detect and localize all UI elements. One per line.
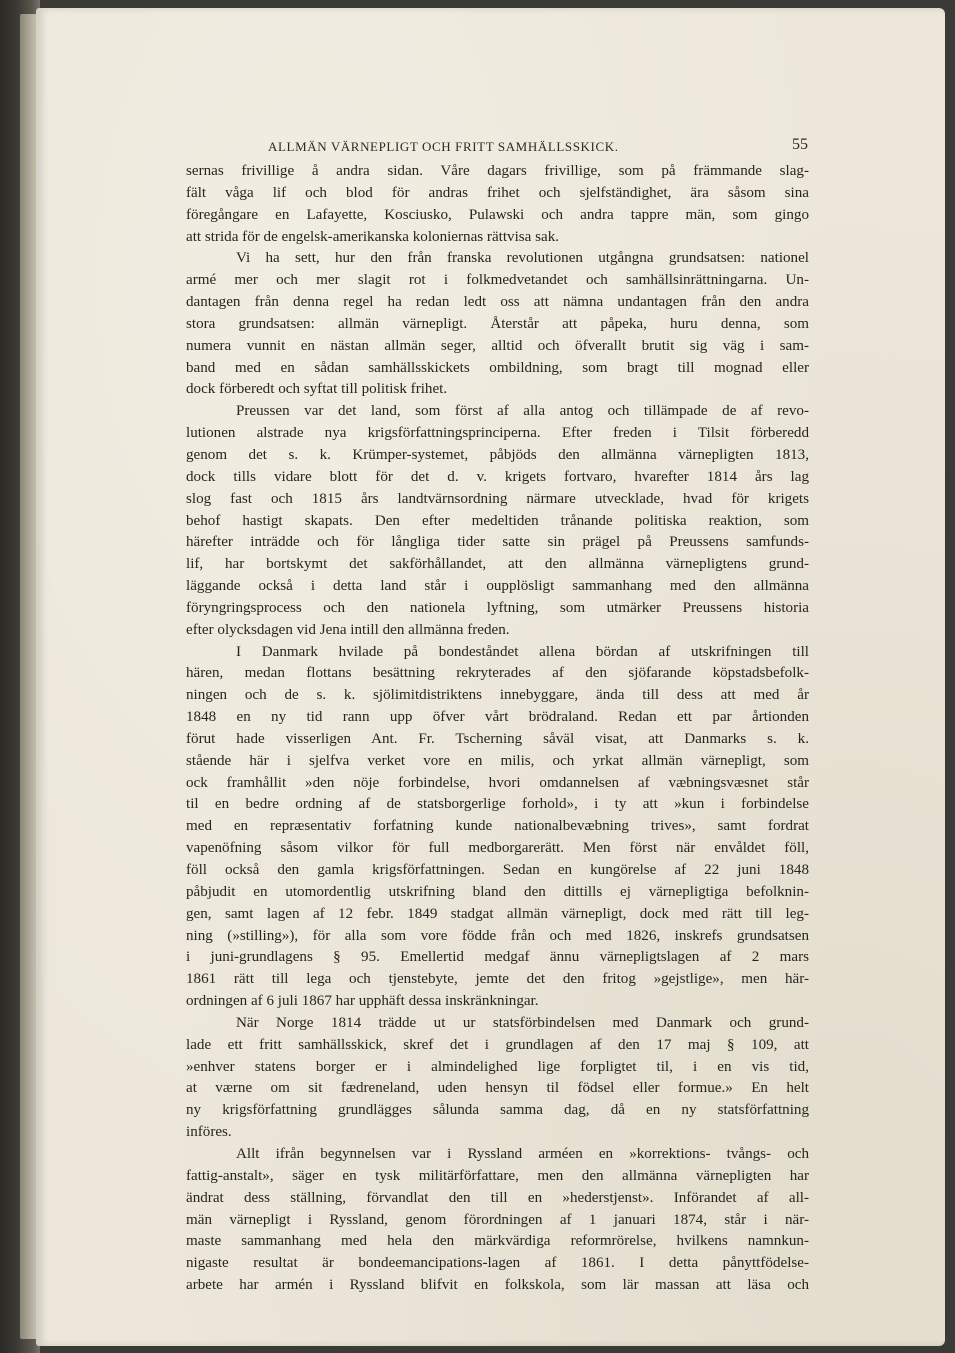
text-line: til en bedre ordning af de statsborgerlige forhold», i ty att »kun i forbindelse xyxy=(186,796,809,813)
text-line: band med en sådan samhällsskickets ombildning, som bragt till mognad eller xyxy=(186,359,809,376)
text-line: nigaste resultat är bondeemancipations-lagen af 1861. I detta pånyttfödelse- xyxy=(186,1255,809,1272)
text-line: »enhver statens borger er i almindelighed lige forpligtet til, i en vis tid, xyxy=(186,1058,809,1075)
running-head: ALLMÄN VÄRNEPLIGT OCH FRITT SAMHÄLLSSKICK. xyxy=(268,139,619,154)
text-line: föll också den gamla krigsförfattningen. Sedan en kungörelse af 22 juni 1848 xyxy=(186,862,809,878)
text-line: ändrat dess ställning, förvandlat den till en »hederstjenst». Införandet af all- xyxy=(186,1189,809,1206)
text-line: införes. xyxy=(186,1124,232,1141)
text-line: lif, har bortskymt det sakförhållandet, att den allmänna värnepligtens grund- xyxy=(186,556,809,573)
book-page xyxy=(36,8,945,1346)
text-line: behof hastigt skapats. Den efter medeltiden trånande politiska reaktion, som xyxy=(186,512,809,529)
text-line: ningen och de s. k. sjölimitdistriktens innebyggare, ända till dess att med år xyxy=(186,687,809,704)
text-line: 1861 rätt till lega och tjenstebyte, jemte det den fritog »gejstlige», men här- xyxy=(186,971,809,988)
text-line: gen, samt lagen af 12 febr. 1849 stadgat allmän värnepligt, dock med rätt till leg- xyxy=(186,905,809,922)
page-number: 55 xyxy=(792,136,808,153)
text-line: sernas frivillige å andra sidan. Våre dagars frivillige, som på främmande slag- xyxy=(186,163,809,179)
text-line: at værne om sit fædreneland, uden hensyn til födsel eller formue.» En helt xyxy=(186,1080,809,1097)
text-line: Vi ha sett, hur den från franska revolutionen utgångna grundsatsen: nationel xyxy=(236,250,809,267)
body-text xyxy=(186,161,809,1297)
text-line: genom det s. k. Krümper-systemet, påbjöds den allmänna värnepligten 1813, xyxy=(186,446,809,463)
text-line: föregångare en Lafayette, Kosciusko, Pulawski och andra tappre män, som gingo xyxy=(186,206,809,223)
text-line: ny krigsförfattning grundlägges sålunda samma dag, då en ny statsförfattning xyxy=(186,1102,809,1119)
text-line: att strida för de engelsk-amerikanska koloniernas rättvisa sak. xyxy=(186,228,560,245)
text-line: maste sammanhang med hela den märkvärdiga reformrörelse, hvilkens namnkun- xyxy=(186,1233,809,1250)
text-line: efter olycksdagen vid Jena intill den allmänna freden. xyxy=(186,621,510,638)
text-line: arbete har armén i Ryssland blifvit en folkskola, som lär massan att läsa och xyxy=(186,1277,809,1294)
text-line: dock förberedt och syftat till politisk frihet. xyxy=(186,381,448,398)
text-line: 1848 en ny tid rann upp öfver vårt brödraland. Redan ett par årtionden xyxy=(186,709,809,726)
text-line: påbjudit en utomordentlig utskrifning bland den dittills ej värnepligtiga befolknin- xyxy=(186,883,809,900)
text-line: ning (»stilling»), för alla som vore födde från och med 1826, inskrefs grundsatsen xyxy=(186,927,809,944)
text-line: ordningen af 6 juli 1867 har upphäft dessa inskränkningar. xyxy=(186,993,539,1010)
text-line: stora grundsatsen: allmän värnepligt. Återstår att påpeka, huru denna, som xyxy=(186,315,809,332)
text-line: dock tills vidare blott för det d. v. krigets fortvaro, hvarefter 1814 års lag xyxy=(186,468,809,485)
text-line: män värnepligt i Ryssland, genom förordningen af 1 januari 1874, står i när- xyxy=(186,1211,809,1228)
text-line: Preussen var det land, som först af alla antog och tillämpade de af revo- xyxy=(236,403,809,420)
text-line: lade ett fritt samhällsskick, skref det i grundlagen af den 17 maj § 109, att xyxy=(186,1036,809,1053)
text-line: vapenöfning såsom vilkor för full medborgarerätt. Men först när envåldet föll, xyxy=(186,840,809,857)
text-line: med en repræsentativ forfatning kunde nationalbevæbning trives», samt fordrat xyxy=(186,818,809,835)
text-line: När Norge 1814 trädde ut ur statsförbindelsen med Danmark och grund- xyxy=(236,1014,809,1031)
text-line: lutionen alstrade nya krigsförfattningsprinciperna. Efter freden i Tilsit förberedd xyxy=(186,425,809,442)
text-line: förut hade visserligen Ant. Fr. Tscherning såväl visat, att Danmarks s. k. xyxy=(186,730,809,747)
text-line: I Danmark hvilade på bondeståndet allena bördan af utskrifningen till xyxy=(236,643,809,660)
text-line: föryngringsprocess och den nationela lyftning, som utmärker Preussens historia xyxy=(186,599,809,616)
text-line: Allt ifrån begynnelsen var i Ryssland arméen en »korrektions- tvångs- och xyxy=(236,1145,809,1162)
text-line: numera vunnit en nästan allmän seger, alltid och öfverallt brutit sig väg i sam- xyxy=(186,337,809,354)
text-line: fält våga lif och blod för andras frihet och sjelfständighet, ära såsom sina xyxy=(186,184,809,201)
text-line: fattig-anstalt», säger en tysk militärförfattare, men den allmänna värnepligten har xyxy=(186,1167,809,1184)
text-line: armé mer och mer slagit rot i folkmedvetandet och samhällsinrättningarna. Un- xyxy=(186,272,809,289)
text-line: slog fast och 1815 års landtvärnsordning närmare utvecklade, hvad för krigets xyxy=(186,490,809,507)
text-line: härefter inträdde och för långliga tider satte sin prägel på Preussens samfunds- xyxy=(186,534,809,551)
text-line: ock framhållit »den nöje forbindelse, hvori omdannelsen af væbningsvæsnet står xyxy=(186,774,809,791)
text-line: stående här i sjelfva verket vore en milis, och yrkat allmän värnepligt, som xyxy=(186,752,809,769)
text-line: dantagen från denna regel ha redan ledt oss att nämna undantagen från den andra xyxy=(186,294,809,311)
text-line: hären, medan flottans besättning rekryterades af den sjöfarande köpstadsbefolk- xyxy=(186,665,809,682)
text-line: i juni-grundlagens § 95. Emellertid medgaf ännu värnepligtslagen af 2 mars xyxy=(186,949,809,966)
text-line: läggande också i detta land står i oupplösligt sammanhang med den allmänna xyxy=(186,578,809,595)
